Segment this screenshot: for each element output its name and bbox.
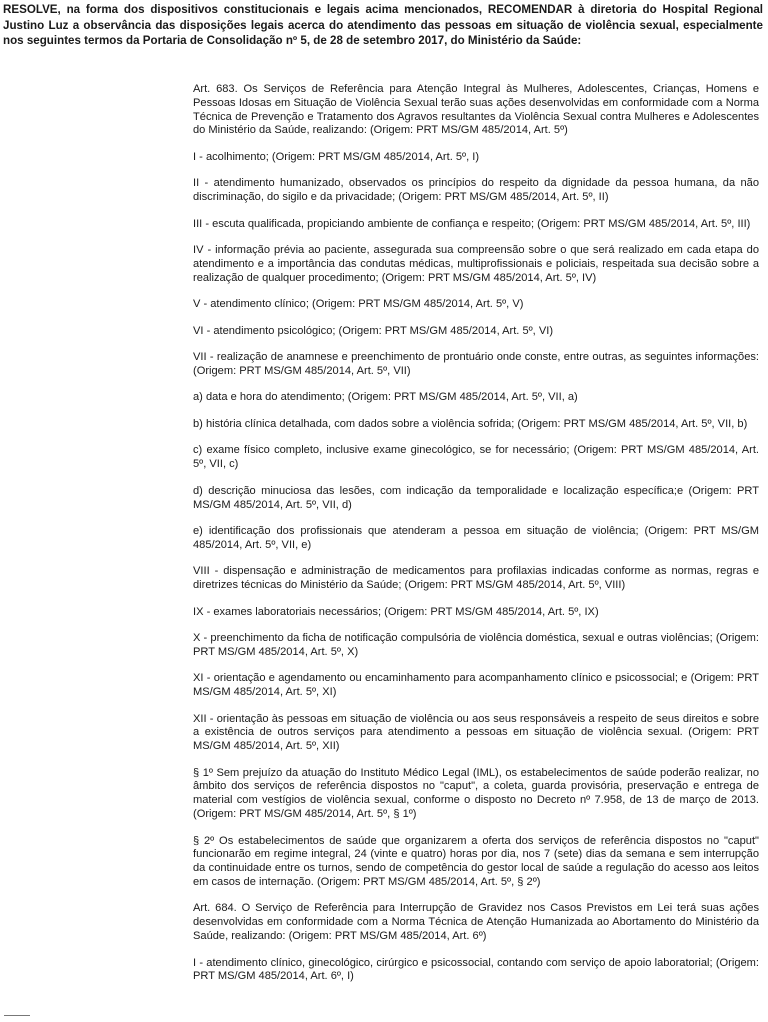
subitem-b: b) história clínica detalhada, com dados sobre a violência sofrida; (Origem: PRT MS/GM 485/2014, Art. 5º, VII, b): [193, 417, 748, 430]
article-684-item-i: I - atendimento clínico, ginecológico, cirúrgico e psicossocial, contando com serviço de apoio laboratorial; (Origem: PRT MS/GM 485/2014, Art. 6º, I): [193, 956, 759, 983]
item-viii-medicamentos: VIII - dispensação e administração de medicamentos para profilaxias indicadas conforme as normas, regras e diretrizes técnicas do Ministério da Saúde; (Origem: PRT MS/GM 485/2014, Art. 5º, VIII): [193, 565, 759, 592]
article-683: Art. 683. Os Serviços de Referência para Atenção Integral às Mulheres, Adolescentes, Crianças, Homens e Pessoas Idosas em Situação de Violência Sexual terão suas ações desenvolvidas em conformidade com a Norma Técnica de Prevenção e Tratamento dos Agravos resultantes da Violência Sexual contra Mulheres e Adolescentes do Ministério da Saúde, realizando: (Origem: PRT MS/GM 485/2014, Art. 5º): [193, 83, 759, 137]
item-vi-atendimento-psicologico: VI - atendimento psicológico; (Origem: PRT MS/GM 485/2014, Art. 5º, VI): [193, 324, 554, 337]
subitem-c: c) exame físico completo, inclusive exame ginecológico, se for necessário; (Origem: PRT MS/GM 485/2014, Art. 5º, VII, c): [193, 444, 759, 471]
item-v-atendimento-clinico: V - atendimento clínico; (Origem: PRT MS/GM 485/2014, Art. 5º, V): [193, 298, 524, 311]
paragraph-2: § 2º Os estabelecimentos de saúde que organizarem a oferta dos serviços de referência dispostos no "caput" funcionarão em regime integral, 24 (vinte e quatro) horas por dia, nos 7 (sete) dias da semana e sem interrupção da continuidade entre os turnos, sendo de competência do gestor local de saúde a regulação do acesso aos leitos em casos de internação. (Origem: PRT MS/GM 485/2014, Art. 5º, § 2º): [193, 834, 759, 888]
item-iii-escuta-qualificada: III - escuta qualificada, propiciando ambiente de confiança e respeito; (Origem: PRT MS/GM 485/2014, Art. 5º, III): [193, 217, 751, 230]
resolve-intro: RESOLVE, na forma dos dispositivos constitucionais e legais acima mencionados, RECOMENDAR à diretoria do Hospital Regional Justino Luz a observância das disposições legais acerca do atendimento das pessoas em situação de violência sexual, especialmente nos seguintes termos da Portaria de Consolidação nº 5, de 28 de setembro 2017, do Ministério da Saúde:: [3, 3, 763, 48]
legal-text-block: [193, 83, 759, 997]
item-iv-informacao-previa: IV - informação prévia ao paciente, assegurada sua compreensão sobre o que será realizado em cada etapa do atendimento e a importância das condutas médicas, multiprofissionais e policiais, respeitada sua decisão sobre a realização de qualquer procedimento; (Origem: PRT MS/GM 485/2014, Art. 5º, IV): [193, 244, 759, 284]
item-vii-anamnese: VII - realização de anamnese e preenchimento de prontuário onde conste, entre outras, as seguintes informações: (Origem: PRT MS/GM 485/2014, Art. 5º, VII): [193, 351, 759, 377]
paragraph-1: § 1º Sem prejuízo da atuação do Instituto Médico Legal (IML), os estabelecimentos de saúde poderão realizar, no âmbito dos serviços de referência dispostos no "caput", a coleta, guarda provisória, preservação e entrega de material com vestígios de violência sexual, conforme o disposto no Decreto nº 7.958, de 13 de março de 2013. (Origem: PRT MS/GM 485/2014, Art. 5º, § 1º): [193, 766, 759, 821]
item-ix-exames: IX - exames laboratoriais necessários; (Origem: PRT MS/GM 485/2014, Art. 5º, IX): [193, 605, 599, 618]
article-684: Art. 684. O Serviço de Referência para Interrupção de Gravidez nos Casos Previstos em Lei terá suas ações desenvolvidas em conformidade com a Norma Técnica de Atenção Humanizada ao Abortamento do Ministério da Saúde, realizando: (Origem: PRT MS/GM 485/2014, Art. 6º): [193, 902, 759, 943]
item-ii-atendimento-humanizado: II - atendimento humanizado, observados os princípios do respeito da dignidade da pessoa humana, da não discriminação, do sigilo e da privacidade; (Origem: PRT MS/GM 485/2014, Art. 5º, II): [193, 177, 759, 204]
item-x-notificacao: X - preenchimento da ficha de notificação compulsória de violência doméstica, sexual e outras violências; (Origem: PRT MS/GM 485/2014, Art. 5º, X): [193, 632, 759, 658]
subitem-a: a) data e hora do atendimento; (Origem: PRT MS/GM 485/2014, Art. 5º, VII, a): [193, 391, 578, 404]
item-xii-orientacao-direitos: XII - orientação às pessoas em situação de violência ou aos seus responsáveis a respeito de seus direitos e sobre a existência de outros serviços para atendimento a pessoas em situação de violência sexual. (Origem: PRT MS/GM 485/2014, Art. 5º, XII): [193, 712, 759, 753]
subitem-d: d) descrição minuciosa das lesões, com indicação da temporalidade e localização específica;e (Origem: PRT MS/GM 485/2014, Art. 5º, VII, d): [193, 484, 759, 511]
page-edge-mark: [4, 1015, 30, 1016]
item-i-acolhimento: I - acolhimento; (Origem: PRT MS/GM 485/2014, Art. 5º, I): [193, 150, 480, 163]
subitem-e: e) identificação dos profissionais que atenderam a pessoa em situação de violência; (Origem: PRT MS/GM 485/2014, Art. 5º, VII, e): [193, 524, 759, 551]
item-xi-orientacao: XI - orientação e agendamento ou encaminhamento para acompanhamento clínico e psicossocial; e (Origem: PRT MS/GM 485/2014, Art. 5º, XI): [193, 672, 759, 699]
